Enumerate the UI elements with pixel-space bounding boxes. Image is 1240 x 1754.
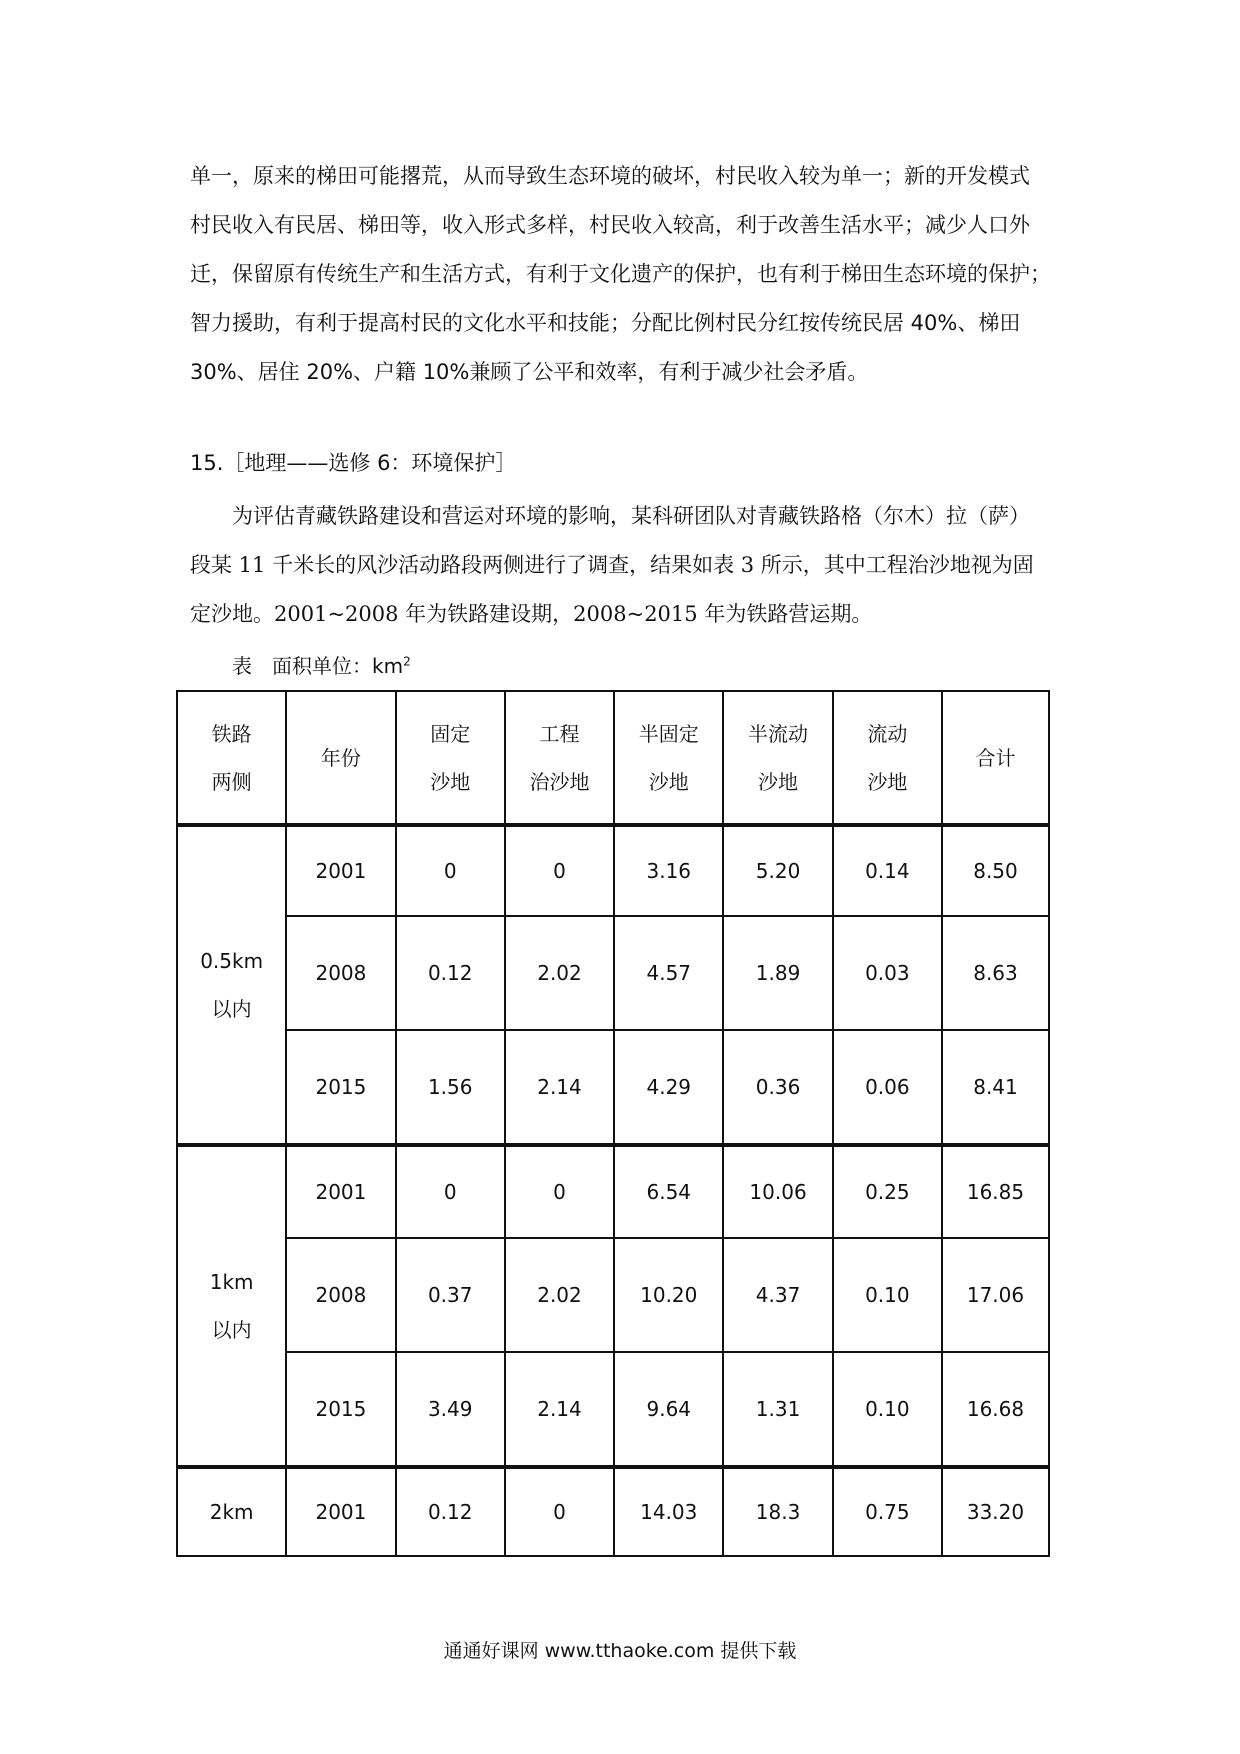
cell-year: 2015 [286,1352,395,1467]
cell-total: 8.63 [942,916,1049,1030]
cell-semi-mobile: 5.20 [723,825,832,916]
group-1km [177,1145,1049,1467]
cell-fixed: 0.37 [396,1238,505,1352]
header-semi-mobile: 半流动 沙地 [723,691,832,825]
cell-engineered: 2.02 [505,916,614,1030]
header-semi-fixed: 半固定 沙地 [614,691,723,825]
intro-line: 定沙地。2001~2008 年为铁路建设期，2008~2015 年为铁路营运期。 [190,602,873,626]
cell-mobile: 0.75 [833,1467,942,1556]
cell-semi-fixed: 4.29 [614,1030,723,1145]
cell-semi-mobile: 1.31 [723,1352,832,1467]
sand-area-table [176,690,1050,1557]
cell-mobile: 0.10 [833,1238,942,1352]
cell-semi-mobile: 18.3 [723,1467,832,1556]
cell-fixed: 0.12 [396,1467,505,1556]
header-mobile: 流动 沙地 [833,691,942,825]
caption-superscript: 2 [403,654,411,669]
cell-fixed: 1.56 [396,1030,505,1145]
table-caption [232,650,411,682]
cell-semi-fixed: 6.54 [614,1145,723,1238]
table-row [177,825,1049,916]
cell-total: 16.85 [942,1145,1049,1238]
cell-engineered: 0 [505,825,614,916]
answer-line: 单一，原来的梯田可能撂荒，从而导致生态环境的破坏，村民收入较为单一；新的开发模式 [190,164,1030,188]
cell-total: 16.68 [942,1352,1049,1467]
cell-semi-fixed: 9.64 [614,1352,723,1467]
cell-year: 2001 [286,825,395,916]
group-label: 1km 以内 [177,1145,286,1467]
answer-line: 村民收入有民居、梯田等，收入形式多样，村民收入较高，利于改善生活水平；减少人口外 [190,213,1030,237]
cell-mobile: 0.06 [833,1030,942,1145]
intro-line: 段某 11 千米长的风沙活动路段两侧进行了调查，结果如表 3 所示，其中工程治沙地视为固 [190,553,1034,577]
cell-year: 2008 [286,1238,395,1352]
cell-year: 2001 [286,1145,395,1238]
answer-paragraph [190,152,1060,397]
cell-fixed: 0 [396,825,505,916]
cell-total: 8.50 [942,825,1049,916]
cell-semi-mobile: 10.06 [723,1145,832,1238]
group-label: 0.5km 以内 [177,825,286,1145]
caption-text: 表 面积单位：km [232,654,404,678]
cell-engineered: 0 [505,1145,614,1238]
header-engineered: 工程 治沙地 [505,691,614,825]
question-intro [190,492,1060,639]
cell-total: 17.06 [942,1238,1049,1352]
cell-semi-fixed: 4.57 [614,916,723,1030]
group-0-5km [177,825,1049,1145]
answer-line: 30%、居住 20%、户籍 10%兼顾了公平和效率，有利于减少社会矛盾。 [190,360,869,384]
cell-total: 8.41 [942,1030,1049,1145]
intro-line: 为评估青藏铁路建设和营运对环境的影响，某科研团队对青藏铁路格（尔木）拉（萨） [232,504,1030,528]
cell-fixed: 0.12 [396,916,505,1030]
group-label: 2km [177,1467,286,1556]
answer-line: 迁，保留原有传统生产和生活方式，有利于文化遗产的保护，也有利于梯田生态环境的保护； [190,262,1051,286]
table-row [177,1145,1049,1238]
table-row [177,1467,1049,1556]
cell-semi-fixed: 14.03 [614,1467,723,1556]
cell-fixed: 0 [396,1145,505,1238]
answer-line: 智力援助，有利于提高村民的文化水平和技能；分配比例村民分红按传统民居 40%、梯田 [190,311,1021,335]
cell-engineered: 2.14 [505,1352,614,1467]
cell-semi-mobile: 4.37 [723,1238,832,1352]
cell-total: 33.20 [942,1467,1049,1556]
header-total: 合计 [942,691,1049,825]
cell-year: 2001 [286,1467,395,1556]
page-footer: 通通好课网 www.tthaoke.com 提供下载 [443,1640,797,1662]
cell-mobile: 0.14 [833,825,942,916]
table-row [177,1030,1049,1145]
cell-year: 2008 [286,916,395,1030]
cell-mobile: 0.10 [833,1352,942,1467]
header-fixed: 固定 沙地 [396,691,505,825]
cell-fixed: 3.49 [396,1352,505,1467]
cell-semi-fixed: 10.20 [614,1238,723,1352]
cell-semi-fixed: 3.16 [614,825,723,916]
cell-semi-mobile: 1.89 [723,916,832,1030]
question-heading: 15.［地理——选修 6：环境保护］ [190,451,517,475]
header-row [177,691,1049,825]
header-side: 铁路 两侧 [177,691,286,825]
cell-mobile: 0.25 [833,1145,942,1238]
table-row [177,1238,1049,1352]
cell-year: 2015 [286,1030,395,1145]
table-row [177,916,1049,1030]
cell-semi-mobile: 0.36 [723,1030,832,1145]
header-year: 年份 [286,691,395,825]
cell-engineered: 2.14 [505,1030,614,1145]
group-2km [177,1467,1049,1556]
cell-mobile: 0.03 [833,916,942,1030]
cell-engineered: 2.02 [505,1238,614,1352]
cell-engineered: 0 [505,1467,614,1556]
table-row [177,1352,1049,1467]
